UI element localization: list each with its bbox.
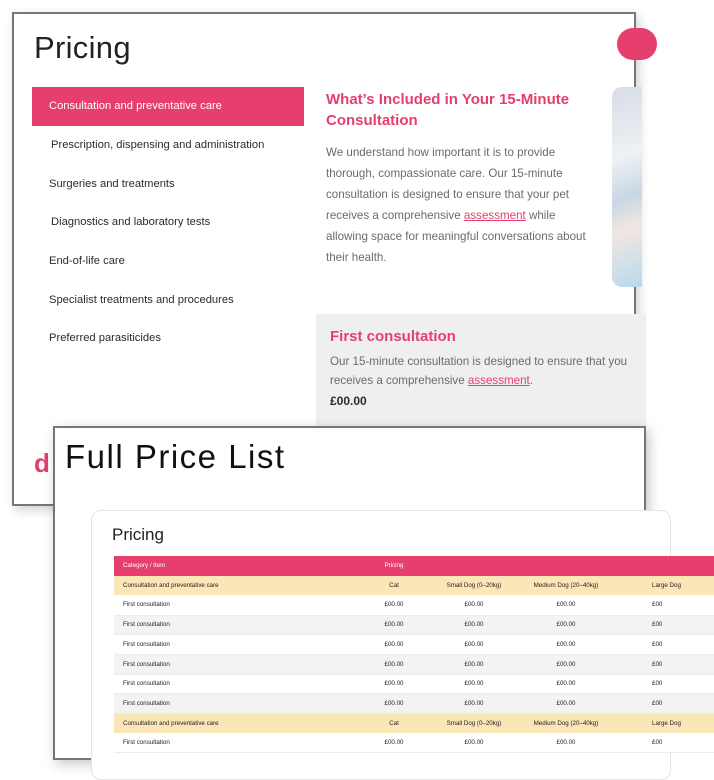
table-cell: Consultation and preventative care — [114, 714, 360, 734]
table-cell: £00 — [612, 674, 714, 694]
consult-text-a: Our 15-minute consultation is designed to ensure that you receives a comprehensive — [330, 355, 628, 387]
header-cell: Category / Item — [114, 556, 360, 576]
menu-item-end-of-life[interactable]: End-of-life care — [49, 255, 125, 268]
table-cell: First consultation — [114, 654, 360, 674]
page-title: Pricing — [34, 30, 131, 65]
category-menu — [32, 87, 304, 358]
table-cell: Cat — [360, 714, 428, 734]
table-cell: £00.00 — [428, 595, 520, 615]
consult-assessment-link[interactable]: assessment — [467, 374, 530, 387]
consultation-title: First consultation — [330, 328, 456, 345]
table-cell: Large Dog — [612, 714, 714, 734]
pet-photo — [612, 87, 642, 287]
table-cell: £00.00 — [428, 654, 520, 674]
consult-text-b: . — [529, 374, 533, 387]
table-row — [114, 694, 714, 714]
table-cell: £00 — [612, 635, 714, 655]
table-cell: £00.00 — [520, 595, 612, 615]
assessment-link[interactable]: assessment — [463, 209, 526, 222]
header-cell — [428, 556, 520, 576]
table-cell: £00.00 — [428, 635, 520, 655]
table-cell: £00 — [612, 595, 714, 615]
table-cell: £00.00 — [360, 694, 428, 714]
table-cell: £00.00 — [520, 733, 612, 753]
table-header-row — [114, 556, 714, 576]
logo-fragment: d — [34, 448, 50, 478]
table-row — [114, 595, 714, 615]
table-cell: First consultation — [114, 674, 360, 694]
table-cell: £00.00 — [428, 694, 520, 714]
table-cell: £00.00 — [428, 733, 520, 753]
header-cell — [612, 556, 714, 576]
full-price-list-card — [53, 426, 681, 760]
table-cell: £00 — [612, 733, 714, 753]
table-cell: £00.00 — [520, 654, 612, 674]
table-cell: £00.00 — [428, 674, 520, 694]
table-row — [114, 615, 714, 635]
table-cell: Medium Dog (20–40kg) — [520, 576, 612, 596]
info-body — [326, 142, 596, 268]
table-cell: Small Dog (0–20kg) — [428, 714, 520, 734]
table-cell: Consultation and preventative care — [114, 576, 360, 596]
table-cell: £00 — [612, 654, 714, 674]
table-cell: First consultation — [114, 595, 360, 615]
table-cell: £00 — [612, 615, 714, 635]
table-cell: £00.00 — [520, 674, 612, 694]
table-cell: £00 — [612, 694, 714, 714]
table-row — [114, 674, 714, 694]
table-cell: £00.00 — [360, 595, 428, 615]
consultation-price: £00.00 — [330, 394, 367, 408]
menu-item-consultation[interactable]: Consultation and preventative care — [32, 87, 304, 126]
header-cell — [520, 556, 612, 576]
table-cell: £00.00 — [428, 615, 520, 635]
info-text-b: while allowing space for meaningful conversations about their health. — [326, 209, 586, 264]
category-row — [114, 576, 714, 596]
menu-item-specialist[interactable]: Specialist treatments and procedures — [49, 293, 234, 306]
table-cell: £00.00 — [360, 674, 428, 694]
table-row — [114, 733, 714, 753]
table-cell: Small Dog (0–20kg) — [428, 576, 520, 596]
full-price-list-title: Full Price List — [65, 438, 286, 475]
table-cell: £00.00 — [520, 694, 612, 714]
menu-item-surgeries[interactable]: Surgeries and treatments — [49, 177, 175, 190]
table-cell: £00.00 — [360, 654, 428, 674]
table-cell: £00.00 — [360, 635, 428, 655]
table-row — [114, 654, 714, 674]
info-text-a: We understand how important it is to provide thorough, compassionate care. Our 15-minute consultation is designed to ensure that your pet receives a comprehensive — [326, 146, 569, 222]
table-cell: £00.00 — [360, 733, 428, 753]
table-cell: First consultation — [114, 635, 360, 655]
table-cell: First consultation — [114, 615, 360, 635]
table-cell: First consultation — [114, 733, 360, 753]
table-cell: Cat — [360, 576, 428, 596]
consultation-body — [330, 352, 650, 390]
consultation-card — [316, 314, 646, 444]
table-cell: First consultation — [114, 694, 360, 714]
pricing-panel — [91, 510, 681, 780]
menu-item-parasiticides[interactable]: Preferred parasiticides — [49, 332, 161, 345]
table-cell: Medium Dog (20–40kg) — [520, 714, 612, 734]
table-cell: £00.00 — [520, 635, 612, 655]
cta-button[interactable] — [617, 28, 657, 60]
table-cell: £00.00 — [520, 615, 612, 635]
info-heading: What’s Included in Your 15-Minute Consultation — [326, 91, 570, 129]
table-cell: £00.00 — [360, 615, 428, 635]
menu-item-diagnostics[interactable]: Diagnostics and laboratory tests — [51, 216, 211, 229]
menu-item-prescription[interactable]: Prescription, dispensing and administration — [51, 139, 265, 152]
header-cell: Pricing — [360, 556, 428, 576]
table-cell: Large Dog — [612, 576, 714, 596]
panel-title: Pricing — [112, 525, 164, 544]
price-table — [114, 556, 714, 753]
table-row — [114, 635, 714, 655]
category-row — [114, 714, 714, 734]
